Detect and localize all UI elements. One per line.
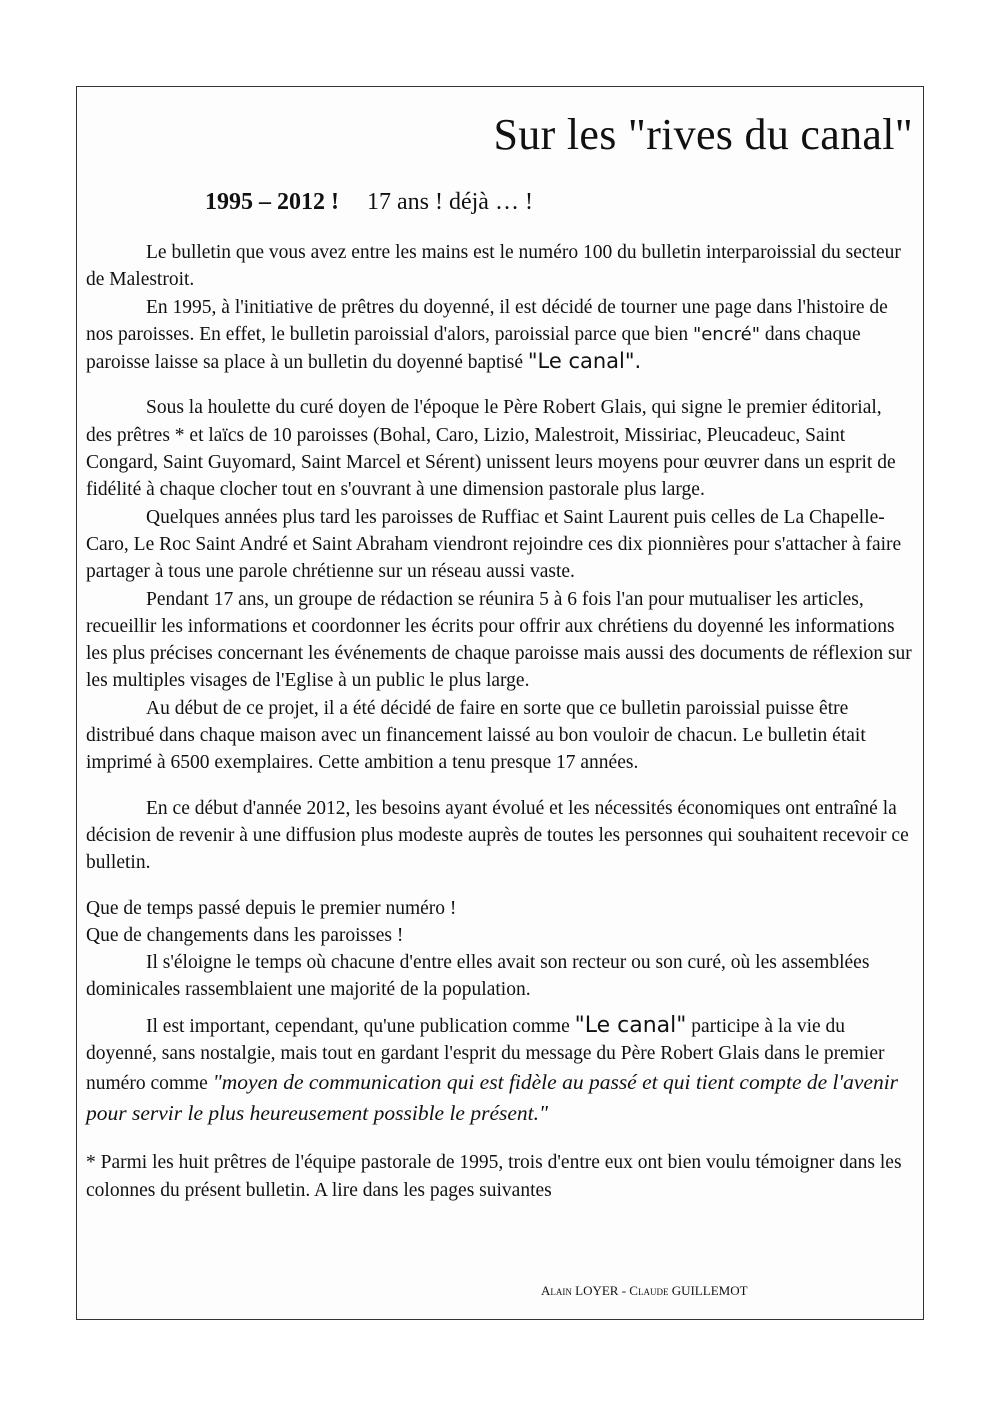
subtitle-dates: 1995 – 2012 ! xyxy=(205,189,339,215)
paragraph-important xyxy=(86,1012,912,1130)
glais-quote: "moyen de communication qui est fidèle au passé et qui tient compte de l'avenir pour servir le plus heureusement possible le présent." xyxy=(86,1070,899,1126)
page-title: Sur les "rives du canal" xyxy=(493,110,913,159)
paragraph-1995-text-b: dans chaque paroisse laisse sa place à un bulletin du doyenné baptisé xyxy=(86,323,861,374)
paragraph-important-text-a: Il est important, cependant, qu'une publication comme xyxy=(146,1015,575,1037)
paragraph-financement: Au début de ce projet, il a été décidé de faire en sorte que ce bulletin paroissial puisse être distribué dans chaque maison avec un financement laissé au bon vouloir de chacun. Le bulletin était imprimé à 6500 exemplaires. Cette ambition a tenu presque 17 années. xyxy=(86,697,866,774)
encre-word: "encré" xyxy=(692,323,760,345)
paragraph-houlette: Sous la houlette du curé doyen de l'époque le Père Robert Glais, qui signe le premier éditorial, des prêtres * et laïcs de 10 paroisses (Bohal, Caro, Lizio, Malestroit, Missiriac, Pleucadeuc, Saint Congard, Saint Guyomard, Saint Marcel et Sérent) unissent leurs moyens pour œuvrer dans un esprit de fidélité à chaque clocher tout en s'ouvrant à une dimension pastorale plus large. xyxy=(86,397,896,501)
subtitle xyxy=(205,187,533,217)
exclamation-line-1: Que de temps passé depuis le premier numéro ! xyxy=(86,897,457,919)
footnote: * Parmi les huit prêtres de l'équipe pastorale de 1995, trois d'entre eux ont bien voulu témoigner dans les colonnes du présent bulletin. A lire dans les pages suivantes xyxy=(86,1152,902,1201)
subtitle-tagline: 17 ans ! déjà … ! xyxy=(367,189,533,215)
paragraph-2012: En ce début d'année 2012, les besoins ayant évolué et les nécessités économiques ont entraîné la décision de revenir à une diffusion plus modeste auprès de toutes les personnes qui souhaitent recevoir ce bulletin. xyxy=(86,797,909,874)
le-canal-name-2: "Le canal" xyxy=(574,1012,687,1038)
article-frame xyxy=(76,86,924,1320)
le-canal-name: "Le canal". xyxy=(527,349,642,374)
paragraph-important-text-b: participe à la vie du doyenné, sans nostalgie, mais tout en gardant l'esprit du message du Père Robert Glais dans le premier numéro comme xyxy=(86,1015,885,1095)
exclamation-line-2: Que de changements dans les paroisses ! xyxy=(86,924,404,946)
paragraph-intro: Le bulletin que vous avez entre les mains est le numéro 100 du bulletin interparoissial du secteur de Malestroit. xyxy=(86,242,901,291)
paragraph-1995-text-a: En 1995, à l'initiative de prêtres du doyenné, il est décidé de tourner une page dans l'histoire de nos paroisses. En effet, le bulletin paroissial d'alors, paroissial parce que bien xyxy=(86,296,888,345)
paragraph-paroisses: Quelques années plus tard les paroisses de Ruffiac et Saint Laurent puis celles de La Chapelle-Caro, Le Roc Saint André et Saint Abraham viendront rejoindre ces dix pionnières pour s'attacher à faire partager à tous une parole chrétienne sur un réseau aussi vaste. xyxy=(86,506,902,583)
paragraph-redaction: Pendant 17 ans, un groupe de rédaction se réunira 5 à 6 fois l'an pour mutualiser les articles, recueillir les informations et coordonner les écrits pour offrir aux chrétiens du doyenné les informations les plus précises concernant les événements de chaque paroisse mais aussi des documents de réflexion sur les multiples visages de l'Eglise à un public le plus large. xyxy=(86,588,912,692)
authors-signature: Alain LOYER - Claude GUILLEMOT xyxy=(541,1283,748,1298)
paragraph-eloigne: Il s'éloigne le temps où chacune d'entre elles avait son recteur ou son curé, où les assemblées dominicales rassemblaient une majorité de la population. xyxy=(86,952,870,1001)
paragraph-1995 xyxy=(86,294,912,377)
article-body xyxy=(86,239,912,1204)
